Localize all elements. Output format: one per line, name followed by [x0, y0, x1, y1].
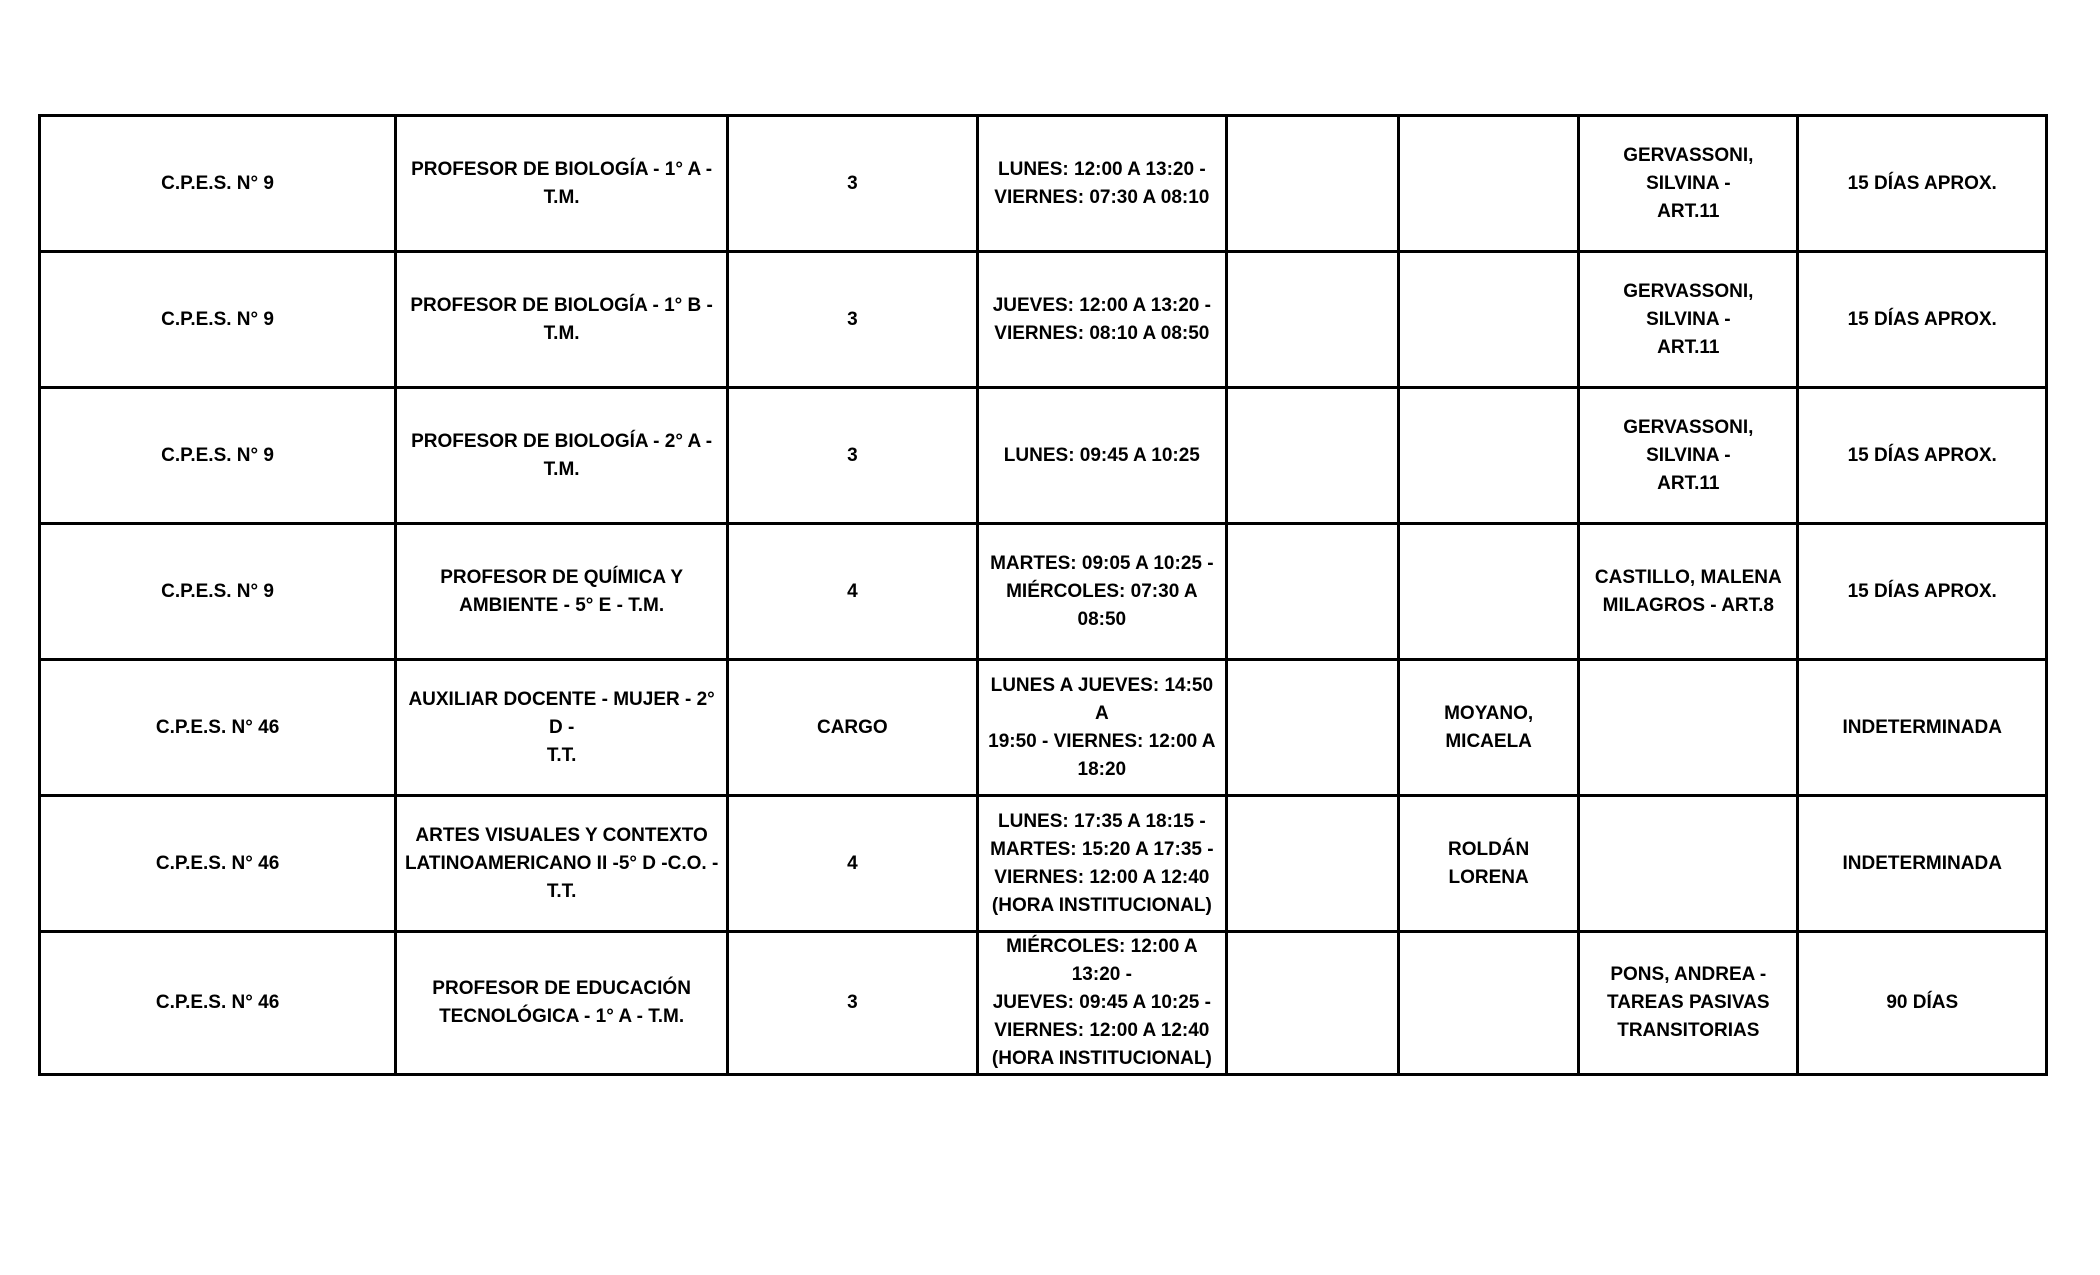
cell-replaces — [1579, 796, 1798, 932]
cell-duration: 15 DÍAS APROX. — [1798, 524, 2047, 660]
cell-replaces: PONS, ANDREA - TAREAS PASIVAS TRANSITORIAS — [1579, 932, 1798, 1075]
cell-schedule: MARTES: 09:05 A 10:25 - MIÉRCOLES: 07:30 A 08:50 — [977, 524, 1226, 660]
table-row — [40, 660, 2047, 796]
cell-schedule: LUNES: 12:00 A 13:20 - VIERNES: 07:30 A 08:10 — [977, 116, 1226, 252]
cell-replaces: GERVASSONI, SILVINA - ART.11 — [1579, 252, 1798, 388]
cell-duration: 15 DÍAS APROX. — [1798, 388, 2047, 524]
vacancy-table — [38, 114, 2048, 1076]
cell-school: C.P.E.S. N° 9 — [40, 116, 396, 252]
cell-position: PROFESOR DE BIOLOGÍA - 2° A - T.M. — [396, 388, 728, 524]
cell-empty-col5 — [1227, 116, 1399, 252]
cell-replaces — [1579, 660, 1798, 796]
table-row — [40, 388, 2047, 524]
cell-schedule: LUNES: 09:45 A 10:25 — [977, 388, 1226, 524]
cell-position: AUXILIAR DOCENTE - MUJER - 2° D - T.T. — [396, 660, 728, 796]
cell-hours: 4 — [728, 796, 977, 932]
cell-schedule: MIÉRCOLES: 12:00 A 13:20 - JUEVES: 09:45 A 10:25 - VIERNES: 12:00 A 12:40 (HORA INSTITUCIONAL) — [977, 932, 1226, 1075]
cell-school: C.P.E.S. N° 9 — [40, 252, 396, 388]
cell-hours: CARGO — [728, 660, 977, 796]
cell-empty-col5 — [1227, 252, 1399, 388]
cell-assigned: ROLDÁN LORENA — [1399, 796, 1579, 932]
cell-schedule: LUNES A JUEVES: 14:50 A 19:50 - VIERNES: 12:00 A 18:20 — [977, 660, 1226, 796]
cell-duration: INDETERMINADA — [1798, 796, 2047, 932]
cell-position: PROFESOR DE QUÍMICA Y AMBIENTE - 5° E - T.M. — [396, 524, 728, 660]
cell-position: PROFESOR DE BIOLOGÍA - 1° A - T.M. — [396, 116, 728, 252]
table-row — [40, 116, 2047, 252]
cell-empty-col5 — [1227, 932, 1399, 1075]
cell-empty-col5 — [1227, 660, 1399, 796]
table-row — [40, 524, 2047, 660]
cell-hours: 3 — [728, 932, 977, 1075]
cell-school: C.P.E.S. N° 46 — [40, 796, 396, 932]
cell-school: C.P.E.S. N° 9 — [40, 524, 396, 660]
cell-empty-col5 — [1227, 388, 1399, 524]
cell-duration: INDETERMINADA — [1798, 660, 2047, 796]
cell-hours: 3 — [728, 116, 977, 252]
cell-empty-col5 — [1227, 524, 1399, 660]
cell-assigned — [1399, 388, 1579, 524]
cell-schedule: LUNES: 17:35 A 18:15 - MARTES: 15:20 A 17:35 - VIERNES: 12:00 A 12:40 (HORA INSTITUCIONAL) — [977, 796, 1226, 932]
cell-position: ARTES VISUALES Y CONTEXTO LATINOAMERICANO II -5° D -C.O. - T.T. — [396, 796, 728, 932]
cell-replaces: CASTILLO, MALENA MILAGROS - ART.8 — [1579, 524, 1798, 660]
cell-hours: 3 — [728, 388, 977, 524]
cell-duration: 15 DÍAS APROX. — [1798, 116, 2047, 252]
cell-assigned — [1399, 252, 1579, 388]
table-row — [40, 932, 2047, 1075]
cell-school: C.P.E.S. N° 9 — [40, 388, 396, 524]
cell-hours: 4 — [728, 524, 977, 660]
cell-empty-col5 — [1227, 796, 1399, 932]
cell-school: C.P.E.S. N° 46 — [40, 660, 396, 796]
cell-duration: 15 DÍAS APROX. — [1798, 252, 2047, 388]
cell-replaces: GERVASSONI, SILVINA - ART.11 — [1579, 388, 1798, 524]
cell-assigned — [1399, 524, 1579, 660]
cell-duration: 90 DÍAS — [1798, 932, 2047, 1075]
cell-assigned — [1399, 116, 1579, 252]
cell-replaces: GERVASSONI, SILVINA - ART.11 — [1579, 116, 1798, 252]
cell-schedule: JUEVES: 12:00 A 13:20 - VIERNES: 08:10 A 08:50 — [977, 252, 1226, 388]
cell-assigned: MOYANO, MICAELA — [1399, 660, 1579, 796]
cell-assigned — [1399, 932, 1579, 1075]
table-body — [40, 116, 2047, 1075]
cell-position: PROFESOR DE EDUCACIÓN TECNOLÓGICA - 1° A - T.M. — [396, 932, 728, 1075]
table-row — [40, 252, 2047, 388]
cell-position: PROFESOR DE BIOLOGÍA - 1° B - T.M. — [396, 252, 728, 388]
table-row — [40, 796, 2047, 932]
cell-school: C.P.E.S. N° 46 — [40, 932, 396, 1075]
cell-hours: 3 — [728, 252, 977, 388]
